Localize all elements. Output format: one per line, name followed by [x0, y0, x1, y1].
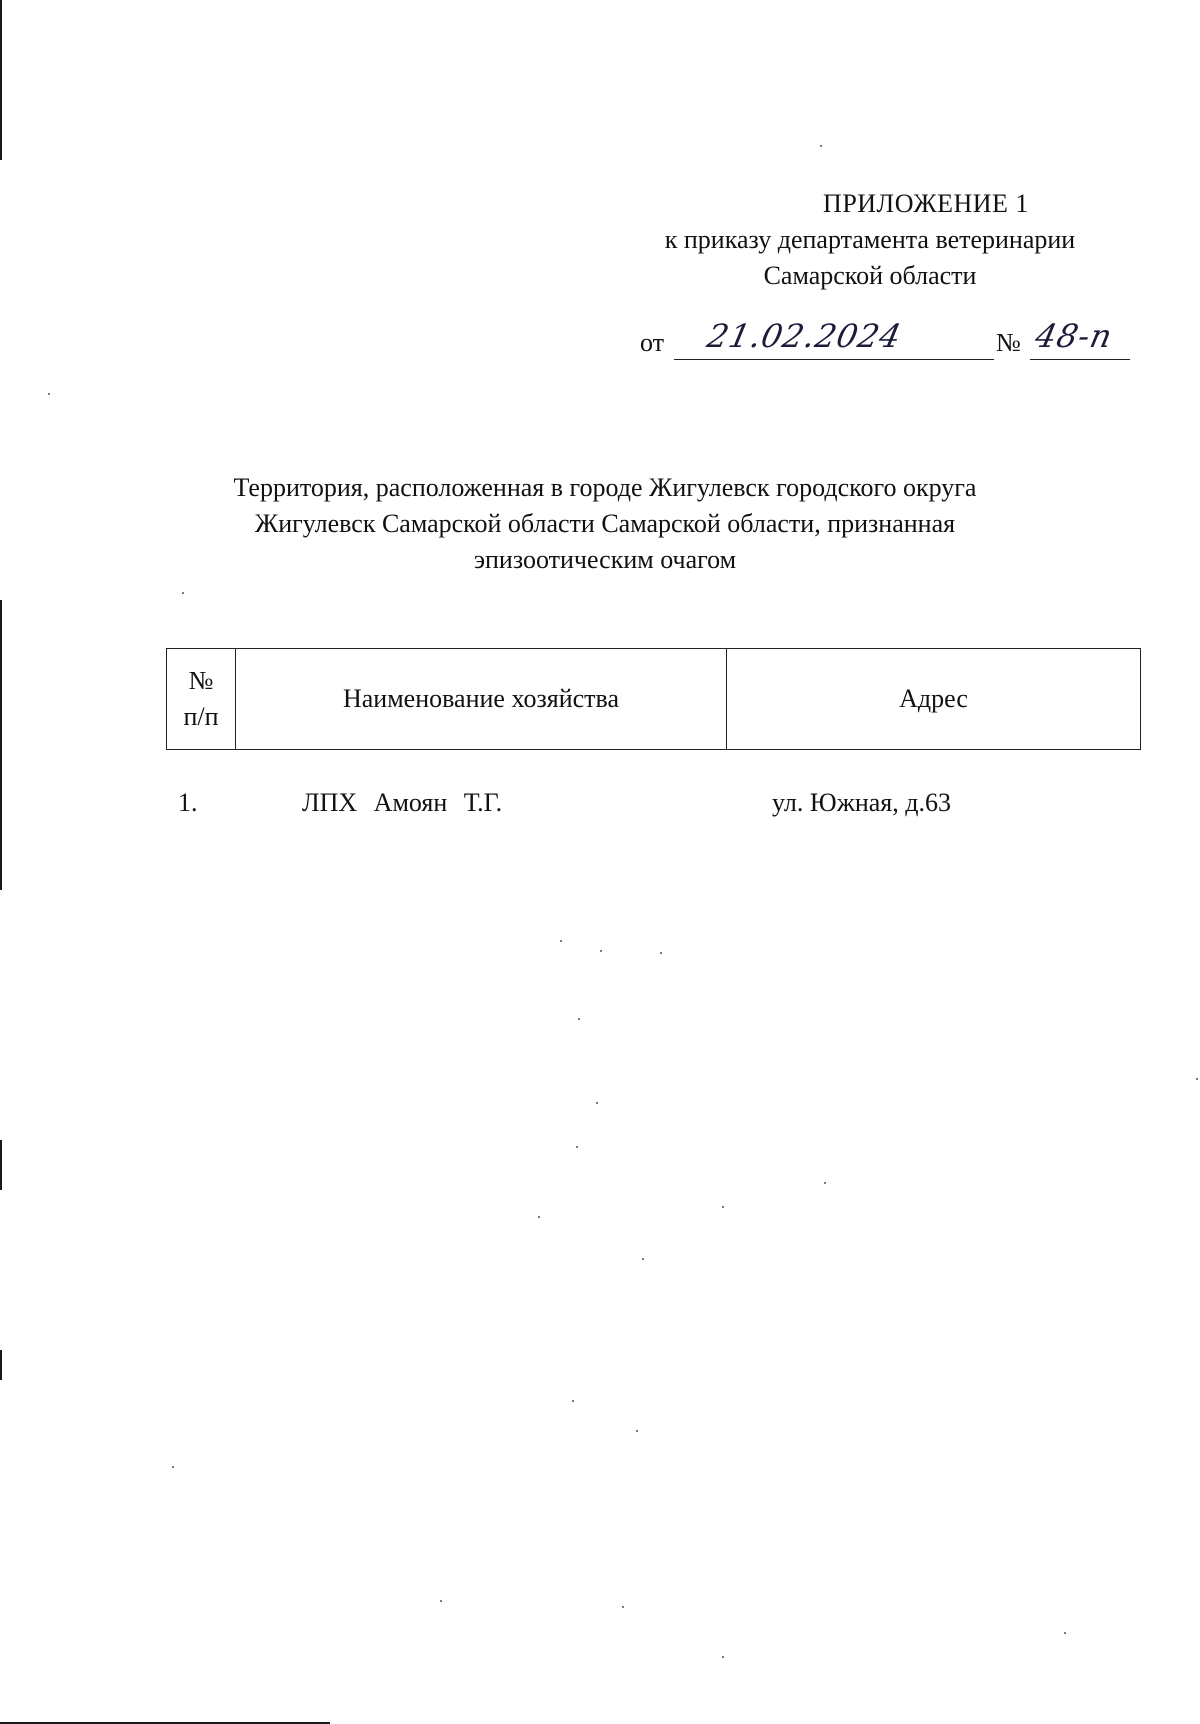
- title-line-2: Жигулевск Самарской области Самарской области, признанная: [254, 509, 956, 538]
- farms-table: [166, 648, 1141, 750]
- column-header-address: Адрес: [727, 649, 1141, 750]
- order-date-field: [674, 319, 994, 360]
- column-header-number-line-1: №: [188, 666, 214, 695]
- appendix-header: [600, 186, 1140, 294]
- scan-speck: [578, 1018, 580, 1020]
- order-number-field: [1030, 319, 1130, 360]
- scan-edge-mark: [0, 1140, 2, 1190]
- scan-speck: [560, 940, 562, 942]
- scan-speck: [596, 1102, 598, 1104]
- order-reference-line: к приказу департамента ветеринарии: [664, 225, 1076, 254]
- table-row-address: ул. Южная, д.63: [772, 788, 951, 817]
- scan-speck: [1064, 1632, 1066, 1634]
- scan-speck: [576, 1146, 578, 1148]
- scan-speck: [824, 1182, 826, 1184]
- scan-speck: [440, 1600, 442, 1602]
- order-date-value: 21.02.2024: [703, 317, 906, 355]
- column-header-number-line-2: п/п: [183, 702, 219, 731]
- scan-edge-mark: [0, 0, 2, 160]
- column-header-number: [167, 649, 236, 750]
- date-prefix: от: [640, 328, 665, 357]
- scan-edge-mark: [0, 600, 2, 890]
- title-line-1: Территория, расположенная в городе Жигулевск городского округа: [233, 473, 977, 502]
- scan-speck: [722, 1206, 724, 1208]
- scan-speck: [1196, 1078, 1198, 1080]
- scan-speck: [572, 1400, 574, 1402]
- appendix-title: ПРИЛОЖЕНИЕ 1: [823, 189, 1029, 218]
- scan-edge-mark: [0, 1350, 2, 1380]
- scan-speck: [820, 145, 822, 147]
- scan-speck: [722, 1656, 724, 1658]
- scan-speck: [182, 592, 184, 594]
- table-header-row: [167, 649, 1141, 750]
- scan-speck: [660, 952, 662, 954]
- scan-speck: [636, 1430, 638, 1432]
- table-row-farm-name: ЛПХ Амоян Т.Г.: [302, 788, 503, 817]
- scan-speck: [538, 1216, 540, 1218]
- scan-speck: [600, 950, 602, 952]
- number-prefix: №: [996, 328, 1021, 357]
- title-line-3: эпизоотическим очагом: [473, 545, 737, 574]
- scan-speck: [172, 1466, 174, 1468]
- table-row-number: 1.: [178, 788, 198, 817]
- order-number-value: 48-п: [1031, 317, 1117, 355]
- region-line: Самарской области: [763, 261, 977, 290]
- document-title: [160, 470, 1050, 578]
- scan-speck: [48, 393, 50, 395]
- scan-speck: [642, 1258, 644, 1260]
- scan-speck: [622, 1606, 624, 1608]
- column-header-farm-name: Наименование хозяйства: [236, 649, 727, 750]
- order-date-number-row: [640, 318, 1140, 362]
